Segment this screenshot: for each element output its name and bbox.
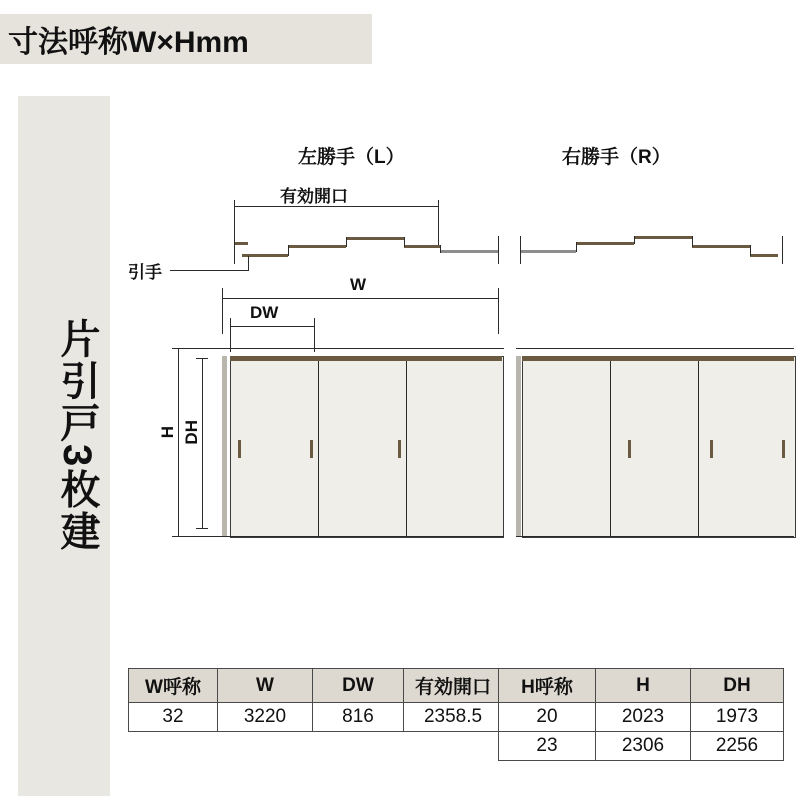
col-dw: DW bbox=[313, 669, 404, 703]
dim-tick bbox=[230, 318, 231, 352]
plan-step-r-4 bbox=[750, 245, 751, 256]
pull-handle-icon bbox=[398, 440, 401, 458]
cell-h-nominal: 23 bbox=[499, 732, 596, 761]
cell-w: 3220 bbox=[218, 703, 313, 732]
door-panel-left-assembly bbox=[230, 356, 504, 538]
door-divider-r-1 bbox=[610, 361, 611, 536]
cell-w-nominal: 32 bbox=[129, 703, 218, 732]
plan-rail-r-2 bbox=[576, 242, 634, 245]
dim-tick-dh-top bbox=[196, 358, 208, 359]
plan-jamb-left bbox=[234, 236, 235, 264]
label-h: H bbox=[158, 426, 177, 439]
table-row bbox=[129, 703, 503, 732]
dim-tick bbox=[222, 288, 223, 334]
dim-tick-dh-bottom bbox=[196, 528, 208, 529]
plan-step-1 bbox=[288, 245, 289, 256]
dim-tick bbox=[314, 318, 315, 352]
plan-step-r-1 bbox=[576, 242, 577, 252]
elev-top-line-right bbox=[516, 348, 794, 349]
plan-rail-r-1 bbox=[520, 250, 576, 253]
col-h-nominal: H呼称 bbox=[499, 669, 596, 703]
label-w: W bbox=[350, 275, 367, 294]
col-w: W bbox=[218, 669, 313, 703]
door-head-rail-right bbox=[522, 356, 794, 361]
wall-pocket-right bbox=[516, 356, 521, 536]
left-variant-label: 左勝手（L） bbox=[298, 147, 405, 168]
pull-handle-icon bbox=[628, 440, 631, 458]
plan-rail-r-5 bbox=[750, 254, 778, 257]
plan-rail-5 bbox=[440, 250, 498, 253]
col-h: H bbox=[596, 669, 691, 703]
pull-handle-icon bbox=[310, 440, 313, 458]
dim-line-h bbox=[178, 348, 179, 536]
cell-dw: 816 bbox=[313, 703, 404, 732]
col-dh: DH bbox=[691, 669, 784, 703]
right-variant-label: 右勝手（R） bbox=[562, 147, 671, 168]
door-head-rail-left bbox=[230, 356, 502, 361]
plan-rail-3 bbox=[346, 237, 404, 240]
table-row bbox=[499, 703, 784, 732]
table-header-row bbox=[129, 669, 503, 703]
page-title: 寸法呼称W×Hmm bbox=[8, 26, 249, 59]
plan-rail-r-3 bbox=[634, 236, 692, 239]
plan-step-4 bbox=[440, 245, 441, 253]
cell-effective-opening: 2358.5 bbox=[404, 703, 503, 732]
cell-dh: 2256 bbox=[691, 732, 784, 761]
elev-top-line-left bbox=[174, 348, 504, 349]
pull-handle-icon bbox=[238, 440, 241, 458]
plan-step-2 bbox=[346, 237, 347, 247]
label-dw: DW bbox=[250, 303, 279, 322]
plan-rail-4 bbox=[404, 245, 440, 248]
plan-step-3 bbox=[404, 237, 405, 247]
h-dimension-table bbox=[498, 668, 784, 761]
plan-rail-r-4 bbox=[692, 245, 750, 248]
plan-jamb-right bbox=[498, 236, 499, 264]
plan-rail-2 bbox=[288, 245, 346, 248]
label-pull-handle: 引手 bbox=[128, 263, 162, 282]
leader-line-pull-handle bbox=[170, 270, 248, 271]
dim-tick bbox=[498, 288, 499, 334]
col-w-nominal: W呼称 bbox=[129, 669, 218, 703]
door-divider-r-2 bbox=[698, 361, 699, 536]
table-header-row bbox=[499, 669, 784, 703]
dim-tick-h-bottom bbox=[172, 536, 184, 537]
door-divider-1 bbox=[318, 361, 319, 536]
dim-line-w bbox=[222, 298, 498, 299]
leader-line-pull-handle-riser bbox=[248, 256, 249, 271]
col-effective-opening: 有効開口 bbox=[404, 669, 503, 703]
w-dimension-table bbox=[128, 668, 503, 732]
elev-bottom-line-right bbox=[516, 536, 794, 537]
table-row bbox=[499, 732, 784, 761]
plan-step-r-3 bbox=[692, 236, 693, 247]
pull-handle-icon bbox=[782, 440, 785, 458]
technical-drawing bbox=[110, 90, 800, 650]
plan-track-top bbox=[234, 242, 248, 245]
plan-jamb-r-right bbox=[782, 236, 783, 264]
pull-handle-icon bbox=[710, 440, 713, 458]
cell-h: 2306 bbox=[596, 732, 691, 761]
door-panel-right-assembly bbox=[522, 356, 796, 538]
cell-h-nominal: 20 bbox=[499, 703, 596, 732]
wall-pocket-left bbox=[222, 356, 227, 536]
cell-dh: 1973 bbox=[691, 703, 784, 732]
label-effective-opening: 有効開口 bbox=[280, 187, 348, 206]
cell-h: 2023 bbox=[596, 703, 691, 732]
dim-line-dw bbox=[230, 326, 314, 327]
dim-tick-h-top bbox=[172, 348, 184, 349]
dim-line-dh bbox=[202, 358, 203, 528]
plan-jamb-r-left bbox=[520, 236, 521, 264]
label-dh: DH bbox=[182, 420, 201, 445]
elev-bottom-line-left bbox=[174, 536, 504, 537]
product-type-label: 片引戸3枚建 bbox=[55, 317, 99, 553]
dim-tick bbox=[438, 200, 439, 246]
door-divider-2 bbox=[406, 361, 407, 536]
page-title-bar bbox=[0, 14, 372, 64]
plan-step-r-2 bbox=[634, 236, 635, 244]
